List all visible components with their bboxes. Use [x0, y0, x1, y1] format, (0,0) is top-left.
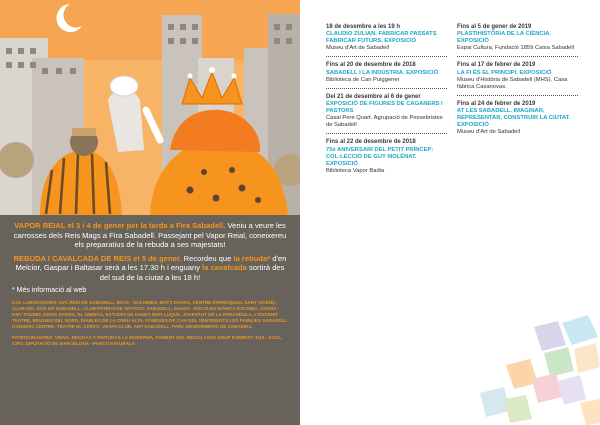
event-date: Fins al 24 de febrer de 2019	[457, 100, 536, 107]
events-column-2	[457, 24, 578, 184]
event-date: Fins al 22 de desembre de 2018	[326, 139, 416, 146]
event-item	[457, 101, 578, 140]
cavalcada-rebuda: la rebuda*	[233, 253, 271, 263]
event-item	[457, 62, 578, 95]
sponsors-list: VIDNA, DROGAS Y PINTURAS LA MODERNA, FOMENT DEL RECICLATGE GRUP EVEREST, TUS - SCCL, CIPO, DIPUTACIÓ DE BARCELONA - PARCS NATURALS	[12, 334, 283, 346]
collaborators-list: AVC REIS DE SABADELL, BICIS - OCLISMES, BOTS DANSA, CENTRE PARROQUIAL SANT VICENÇ, CLUB DEL GOS DE SABADELL, CLUB PATINATGE ARTÍSTIC SABADELL, DANSA - ESCOLES MÒNICA ESCRIBÀ, DANSA - KMY STUDIO, DRISS DANSA, EL GIMNÀS, ESTUDIO DE DANZA MAR LUQUE, JOVENTUT DE LA FARÀNDULA, L'ESCENIT TEATRE, BRUIXES DEL NORD, DIABLES DE LA CREU ALTA, FONDUES DE CAN ODI, SENTIMENTS LES FAMILIES SABADELL CONSERJ CENTRE, TEATRE EL CERVO, VESPA CLUB, ADF SABADELL, PARC DESBOMBERS DE SABADELL	[12, 299, 288, 330]
event-title: AT LES SABADELL. IMAGINAR, REPRESENTAR, CONSTRUIR LA CIUTAT. EXPOSICIÓ	[457, 108, 571, 129]
event-title: CLAUDIO ZULIAN. FABRICAR PASSATS FABRICAR FUTURS. EXPOSICIÓ	[326, 31, 437, 45]
cavalcada-cavalcada: la cavalcada	[202, 263, 247, 273]
cavalcada-text-1: Recordeu que	[183, 253, 234, 263]
event-title: LA FI ÉS EL PRINCIPI. EXPOSICIÓ	[457, 69, 552, 76]
kings-illustration	[0, 0, 300, 215]
events-column-1	[326, 24, 447, 184]
event-place: Museu d'Art de Sabadell	[457, 129, 520, 136]
vapor-reial-body: Veniu a veure les carrosses dels Reis Mags a Fira Sabadell. Passejant pel Vapor Reial, coneixereu els preparatius de la rebuda a ses majestats!	[13, 221, 287, 250]
cavalcada-text-2: d'en Melcior, Gaspar i Baltasar serà a les 17.30 h i enguany	[15, 253, 287, 273]
event-title: SABADELL I LA INDÚSTRIA. EXPOSICIÓ	[326, 69, 439, 76]
collaborators	[12, 300, 288, 331]
vapor-reial-heading: VAPOR REIAL el 3 i 4 de gener per la tarda a Fira Sabadell.	[14, 221, 226, 230]
event-place: Museu d'Història de Sabadell (MHS). Casa fàbrica Casanovas.	[457, 76, 568, 90]
event-title: 75è ANIVERSARI DEL PETIT PRÍNCEP: COL·LECCIÓ DE GUY MOLÈNAT. EXPOSICIÓ	[326, 146, 434, 167]
event-date: Fins al 17 de febrer de 2019	[457, 62, 536, 69]
right-panel	[300, 0, 600, 425]
decorative-squares	[440, 315, 600, 425]
event-item	[326, 94, 447, 134]
event-place: Biblioteca Vapor Badia	[326, 167, 385, 174]
event-place: Biblioteca de Can Puiggener	[326, 76, 400, 83]
vapor-reial-paragraph	[12, 221, 288, 250]
event-item	[326, 24, 447, 57]
sponsors	[12, 335, 288, 347]
left-text-block	[12, 221, 288, 351]
event-date: Fins al 20 de desembre de 2018	[326, 62, 416, 69]
event-title: PLASTIHISTÒRIA DE LA CIÈNCIA. EXPOSICIÓ	[457, 31, 551, 45]
cavalcada-heading: REBUDA I CAVALCADA DE REIS el 5 de gener.	[13, 253, 182, 263]
event-item	[326, 62, 447, 88]
event-date: Fins al 5 de gener de 2019	[457, 24, 532, 30]
sponsors-label: PATROCINADORS:	[12, 334, 54, 340]
events-columns	[326, 24, 578, 184]
collaborators-label: COL·LABORADORS:	[12, 299, 58, 305]
event-place: Casal Pere Quart. Agrupació de Pessebristes de Sabadell	[326, 115, 443, 129]
event-date: Del 21 de desembre al 6 de gener	[326, 93, 421, 100]
cavalcada-text-3: sortirà des del sud de la ciutat a les 18 h!	[99, 263, 285, 282]
event-place: Espai Cultura, Fundació 1859 Caixa Sabadell	[457, 45, 574, 52]
event-item	[457, 24, 578, 57]
event-place: Museu d'Art de Sabadell	[326, 45, 389, 52]
event-date: 18 de desembre a les 19 h	[326, 24, 401, 30]
more-info-note: * Més informació al web	[12, 286, 87, 294]
cavalcada-paragraph	[12, 254, 288, 283]
event-title: EXPOSICIÓ DE FIGURES DE CAGANERS I PASTORS	[326, 101, 443, 115]
event-item	[326, 139, 447, 178]
